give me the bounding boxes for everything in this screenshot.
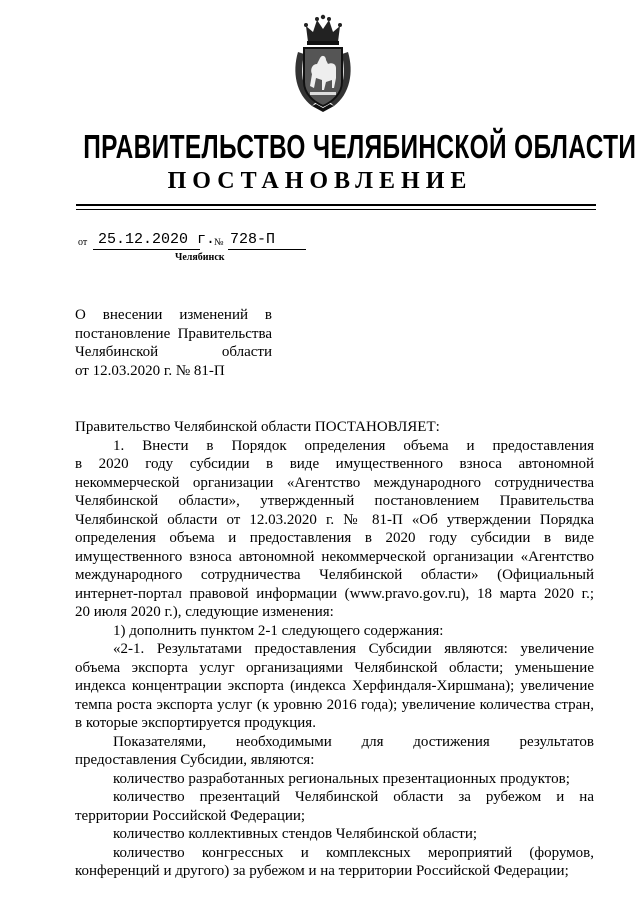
- city-name: Челябинск: [175, 252, 225, 263]
- body-line: темпа роста экспорта услуг (к уровню 2016 года); увеличение количества стран,: [75, 696, 594, 713]
- body-line: в которые экспортируется продукция.: [75, 715, 316, 731]
- body-line: 1) дополнить пунктом 2-1 следующего содержания:: [113, 622, 444, 639]
- decree-body: [75, 418, 594, 881]
- number-underline: [228, 249, 306, 250]
- body-line: Челябинской области», утвержденный постановлением Правительства: [75, 493, 594, 509]
- coat-of-arms-emblem: [290, 12, 356, 114]
- body-line: 20 июля 2020 г.), следующие изменения:: [75, 604, 334, 620]
- body-line: имущественного взноса автономной некоммерческой организации «Агентство: [75, 548, 594, 565]
- number-prefix: №: [214, 237, 224, 248]
- body-line: количество разработанных региональных презентационных продуктов;: [113, 770, 570, 787]
- decree-date: 25.12.2020 г.: [98, 231, 216, 248]
- body-line: количество презентаций Челябинской области за рубежом и на: [113, 789, 594, 805]
- government-title: ПРАВИТЕЛЬСТВО ЧЕЛЯБИНСКОЙ ОБЛАСТИ: [83, 128, 637, 165]
- body-line: определения объема и предоставления в 2020 году субсидии в виде: [75, 530, 594, 546]
- body-line: конференций и другого) за рубежом и на территории Российской Федерации;: [75, 863, 569, 879]
- subject-line: постановление Правительства: [75, 325, 272, 342]
- body-line: предоставления Субсидии, являются:: [75, 752, 315, 768]
- body-line: интернет-портал правовой информации (www.pravo.gov.ru), 18 марта 2020 г.;: [75, 585, 594, 602]
- document-type-title: ПОСТАНОВЛЕНИЕ: [167, 168, 473, 194]
- body-line: объема экспорта услуг организациями Челябинской области; уменьшение: [75, 659, 594, 676]
- date-underline: [93, 249, 200, 250]
- body-line: 1. Внести в Порядок определения объема и предоставления: [113, 437, 594, 454]
- header-rule-thick: [76, 204, 596, 206]
- enacting-clause: Правительство Челябинской области ПОСТАНОВЛЯЕТ:: [75, 419, 440, 435]
- decree-number: 728-П: [230, 231, 276, 248]
- body-line: количество конгрессных и комплексных мероприятий (форумов,: [113, 844, 594, 861]
- body-line: индекса концентрации экспорта (индекса Херфиндаля-Хиршмана); увеличение: [75, 678, 594, 694]
- header-rule-thin: [76, 209, 596, 210]
- body-line: некоммерческой организации «Агентство международного сотрудничества: [75, 474, 594, 491]
- date-prefix: от: [78, 237, 88, 248]
- body-line: территории Российской Федерации;: [75, 807, 306, 824]
- decree-subject: [75, 306, 272, 380]
- body-line: международного сотрудничества Челябинской области» (Официальный: [75, 567, 594, 583]
- body-line: Челябинской области от 12.03.2020 г. № 81-П «Об утверждении Порядка: [75, 511, 594, 528]
- body-line: в 2020 году субсидии в виде имущественного взноса автономной: [75, 456, 594, 472]
- subject-line: от 12.03.2020 г. № 81-П: [75, 362, 225, 379]
- subject-line: О внесении изменений в: [75, 307, 272, 323]
- body-line: Показателями, необходимыми для достижения результатов: [113, 733, 594, 750]
- body-line: количество коллективных стендов Челябинской области;: [113, 826, 478, 842]
- subject-line: Челябинской области: [75, 344, 272, 360]
- body-line: «2-1. Результатами предоставления Субсидии являются: увеличение: [113, 641, 594, 657]
